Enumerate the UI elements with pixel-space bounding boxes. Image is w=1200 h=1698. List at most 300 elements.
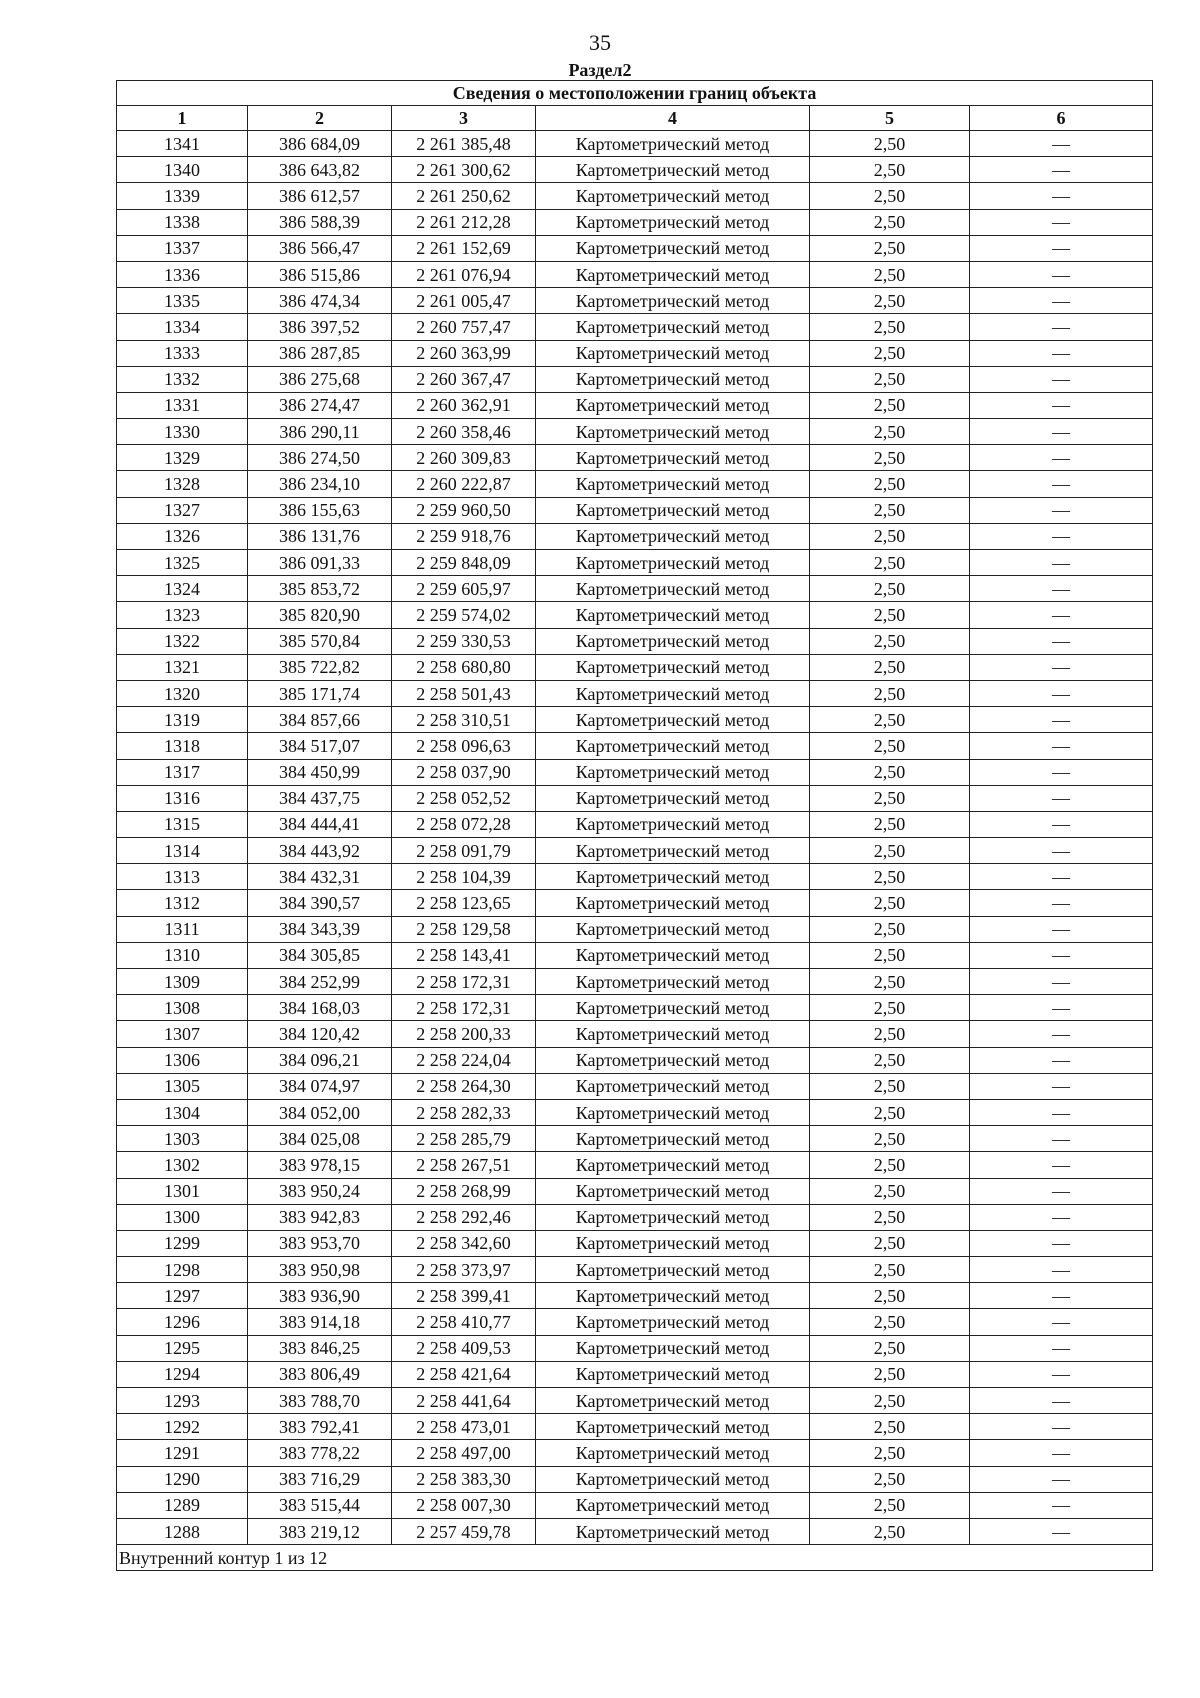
table-row — [117, 811, 1153, 837]
point-number-cell: 1315 — [117, 811, 248, 837]
accuracy-cell: 2,50 — [810, 157, 970, 183]
y-coordinate-cell: 2 258 200,33 — [392, 1021, 536, 1047]
accuracy-cell: 2,50 — [810, 1388, 970, 1414]
table-row — [117, 1126, 1153, 1152]
accuracy-cell: 2,50 — [810, 576, 970, 602]
note-cell: — — [970, 1361, 1153, 1387]
table-footer-row — [117, 1545, 1153, 1571]
note-cell: — — [970, 288, 1153, 314]
table-row — [117, 1309, 1153, 1335]
table-row — [117, 1388, 1153, 1414]
table-row — [117, 864, 1153, 890]
point-number-cell: 1341 — [117, 131, 248, 157]
point-number-cell: 1306 — [117, 1047, 248, 1073]
note-cell: — — [970, 628, 1153, 654]
note-cell: — — [970, 523, 1153, 549]
table-row — [117, 1047, 1153, 1073]
x-coordinate-cell: 383 978,15 — [248, 1152, 392, 1178]
method-cell: Картометрический метод — [536, 445, 810, 471]
note-cell: — — [970, 707, 1153, 733]
method-cell: Картометрический метод — [536, 340, 810, 366]
y-coordinate-cell: 2 258 342,60 — [392, 1230, 536, 1256]
method-cell: Картометрический метод — [536, 1152, 810, 1178]
table-row — [117, 916, 1153, 942]
method-cell: Картометрический метод — [536, 942, 810, 968]
table-row — [117, 497, 1153, 523]
y-coordinate-cell: 2 261 385,48 — [392, 131, 536, 157]
method-cell: Картометрический метод — [536, 1335, 810, 1361]
accuracy-cell: 2,50 — [810, 1518, 970, 1544]
table-row — [117, 654, 1153, 680]
x-coordinate-cell: 386 131,76 — [248, 523, 392, 549]
point-number-cell: 1337 — [117, 235, 248, 261]
method-cell: Картометрический метод — [536, 995, 810, 1021]
note-cell: — — [970, 680, 1153, 706]
y-coordinate-cell: 2 260 222,87 — [392, 471, 536, 497]
x-coordinate-cell: 384 432,31 — [248, 864, 392, 890]
note-cell: — — [970, 471, 1153, 497]
note-cell: — — [970, 392, 1153, 418]
note-cell: — — [970, 864, 1153, 890]
method-cell: Картометрический метод — [536, 1492, 810, 1518]
method-cell: Картометрический метод — [536, 1388, 810, 1414]
x-coordinate-cell: 383 950,24 — [248, 1178, 392, 1204]
x-coordinate-cell: 383 792,41 — [248, 1414, 392, 1440]
accuracy-cell: 2,50 — [810, 628, 970, 654]
method-cell: Картометрический метод — [536, 1126, 810, 1152]
method-cell: Картометрический метод — [536, 576, 810, 602]
point-number-cell: 1296 — [117, 1309, 248, 1335]
method-cell: Картометрический метод — [536, 969, 810, 995]
method-cell: Картометрический метод — [536, 1047, 810, 1073]
point-number-cell: 1288 — [117, 1518, 248, 1544]
accuracy-cell: 2,50 — [810, 288, 970, 314]
accuracy-cell: 2,50 — [810, 654, 970, 680]
accuracy-cell: 2,50 — [810, 131, 970, 157]
method-cell: Картометрический метод — [536, 1230, 810, 1256]
y-coordinate-cell: 2 258 409,53 — [392, 1335, 536, 1361]
x-coordinate-cell: 383 914,18 — [248, 1309, 392, 1335]
x-coordinate-cell: 384 074,97 — [248, 1073, 392, 1099]
accuracy-cell: 2,50 — [810, 1414, 970, 1440]
accuracy-cell: 2,50 — [810, 392, 970, 418]
y-coordinate-cell: 2 257 459,78 — [392, 1518, 536, 1544]
table-row — [117, 733, 1153, 759]
point-number-cell: 1312 — [117, 890, 248, 916]
note-cell: — — [970, 1283, 1153, 1309]
x-coordinate-cell: 386 515,86 — [248, 261, 392, 287]
accuracy-cell: 2,50 — [810, 838, 970, 864]
x-coordinate-cell: 386 566,47 — [248, 235, 392, 261]
y-coordinate-cell: 2 258 037,90 — [392, 759, 536, 785]
table-row — [117, 759, 1153, 785]
note-cell: — — [970, 497, 1153, 523]
accuracy-cell: 2,50 — [810, 1257, 970, 1283]
y-coordinate-cell: 2 258 268,99 — [392, 1178, 536, 1204]
point-number-cell: 1331 — [117, 392, 248, 418]
table-row — [117, 1283, 1153, 1309]
method-cell: Картометрический метод — [536, 1414, 810, 1440]
note-cell: — — [970, 1440, 1153, 1466]
column-number: 2 — [248, 106, 392, 131]
table-row — [117, 1361, 1153, 1387]
x-coordinate-cell: 384 343,39 — [248, 916, 392, 942]
note-cell: — — [970, 1099, 1153, 1125]
point-number-cell: 1326 — [117, 523, 248, 549]
y-coordinate-cell: 2 258 373,97 — [392, 1257, 536, 1283]
y-coordinate-cell: 2 258 172,31 — [392, 995, 536, 1021]
method-cell: Картометрический метод — [536, 916, 810, 942]
point-number-cell: 1304 — [117, 1099, 248, 1125]
method-cell: Картометрический метод — [536, 1099, 810, 1125]
x-coordinate-cell: 384 025,08 — [248, 1126, 392, 1152]
x-coordinate-cell: 384 168,03 — [248, 995, 392, 1021]
point-number-cell: 1305 — [117, 1073, 248, 1099]
point-number-cell: 1319 — [117, 707, 248, 733]
point-number-cell: 1339 — [117, 183, 248, 209]
table-row — [117, 366, 1153, 392]
note-cell: — — [970, 550, 1153, 576]
accuracy-cell: 2,50 — [810, 1152, 970, 1178]
point-number-cell: 1336 — [117, 261, 248, 287]
y-coordinate-cell: 2 258 123,65 — [392, 890, 536, 916]
x-coordinate-cell: 384 052,00 — [248, 1099, 392, 1125]
x-coordinate-cell: 384 120,42 — [248, 1021, 392, 1047]
y-coordinate-cell: 2 258 680,80 — [392, 654, 536, 680]
point-number-cell: 1327 — [117, 497, 248, 523]
point-number-cell: 1329 — [117, 445, 248, 471]
x-coordinate-cell: 384 444,41 — [248, 811, 392, 837]
accuracy-cell: 2,50 — [810, 811, 970, 837]
boundary-table — [116, 80, 1153, 1571]
table-row — [117, 340, 1153, 366]
accuracy-cell: 2,50 — [810, 864, 970, 890]
y-coordinate-cell: 2 258 421,64 — [392, 1361, 536, 1387]
note-cell: — — [970, 1518, 1153, 1544]
point-number-cell: 1295 — [117, 1335, 248, 1361]
x-coordinate-cell: 383 788,70 — [248, 1388, 392, 1414]
table-row — [117, 471, 1153, 497]
table-row — [117, 1518, 1153, 1544]
accuracy-cell: 2,50 — [810, 471, 970, 497]
note-cell: — — [970, 340, 1153, 366]
note-cell: — — [970, 1492, 1153, 1518]
point-number-cell: 1299 — [117, 1230, 248, 1256]
accuracy-cell: 2,50 — [810, 497, 970, 523]
point-number-cell: 1292 — [117, 1414, 248, 1440]
note-cell: — — [970, 1178, 1153, 1204]
method-cell: Картометрический метод — [536, 550, 810, 576]
y-coordinate-cell: 2 258 383,30 — [392, 1466, 536, 1492]
note-cell: — — [970, 1388, 1153, 1414]
note-cell: — — [970, 602, 1153, 628]
method-cell: Картометрический метод — [536, 419, 810, 445]
x-coordinate-cell: 386 588,39 — [248, 209, 392, 235]
table-row — [117, 288, 1153, 314]
table-row — [117, 1099, 1153, 1125]
method-cell: Картометрический метод — [536, 602, 810, 628]
table-row — [117, 785, 1153, 811]
method-cell: Картометрический метод — [536, 523, 810, 549]
point-number-cell: 1297 — [117, 1283, 248, 1309]
note-cell: — — [970, 1204, 1153, 1230]
method-cell: Картометрический метод — [536, 785, 810, 811]
y-coordinate-cell: 2 258 292,46 — [392, 1204, 536, 1230]
method-cell: Картометрический метод — [536, 1361, 810, 1387]
table-row — [117, 1257, 1153, 1283]
x-coordinate-cell: 386 234,10 — [248, 471, 392, 497]
x-coordinate-cell: 386 612,57 — [248, 183, 392, 209]
table-row — [117, 1335, 1153, 1361]
x-coordinate-cell: 386 290,11 — [248, 419, 392, 445]
y-coordinate-cell: 2 259 574,02 — [392, 602, 536, 628]
accuracy-cell: 2,50 — [810, 366, 970, 392]
method-cell: Картометрический метод — [536, 392, 810, 418]
x-coordinate-cell: 384 450,99 — [248, 759, 392, 785]
y-coordinate-cell: 2 258 072,28 — [392, 811, 536, 837]
point-number-cell: 1334 — [117, 314, 248, 340]
accuracy-cell: 2,50 — [810, 1047, 970, 1073]
table-row — [117, 995, 1153, 1021]
y-coordinate-cell: 2 260 309,83 — [392, 445, 536, 471]
x-coordinate-cell: 384 443,92 — [248, 838, 392, 864]
x-coordinate-cell: 383 950,98 — [248, 1257, 392, 1283]
accuracy-cell: 2,50 — [810, 1440, 970, 1466]
accuracy-cell: 2,50 — [810, 1361, 970, 1387]
table-row — [117, 157, 1153, 183]
table-row — [117, 969, 1153, 995]
note-cell: — — [970, 1047, 1153, 1073]
x-coordinate-cell: 385 853,72 — [248, 576, 392, 602]
table-row — [117, 1073, 1153, 1099]
accuracy-cell: 2,50 — [810, 340, 970, 366]
point-number-cell: 1309 — [117, 969, 248, 995]
note-cell: — — [970, 1309, 1153, 1335]
method-cell: Картометрический метод — [536, 1466, 810, 1492]
method-cell: Картометрический метод — [536, 314, 810, 340]
point-number-cell: 1308 — [117, 995, 248, 1021]
method-cell: Картометрический метод — [536, 497, 810, 523]
accuracy-cell: 2,50 — [810, 419, 970, 445]
y-coordinate-cell: 2 259 960,50 — [392, 497, 536, 523]
accuracy-cell: 2,50 — [810, 680, 970, 706]
accuracy-cell: 2,50 — [810, 550, 970, 576]
column-number: 3 — [392, 106, 536, 131]
y-coordinate-cell: 2 261 212,28 — [392, 209, 536, 235]
method-cell: Картометрический метод — [536, 183, 810, 209]
table-row — [117, 235, 1153, 261]
method-cell: Картометрический метод — [536, 1518, 810, 1544]
x-coordinate-cell: 384 390,57 — [248, 890, 392, 916]
table-row — [117, 314, 1153, 340]
method-cell: Картометрический метод — [536, 1440, 810, 1466]
y-coordinate-cell: 2 258 224,04 — [392, 1047, 536, 1073]
x-coordinate-cell: 384 096,21 — [248, 1047, 392, 1073]
y-coordinate-cell: 2 260 757,47 — [392, 314, 536, 340]
method-cell: Картометрический метод — [536, 628, 810, 654]
point-number-cell: 1318 — [117, 733, 248, 759]
point-number-cell: 1313 — [117, 864, 248, 890]
column-number: 1 — [117, 106, 248, 131]
x-coordinate-cell: 386 643,82 — [248, 157, 392, 183]
contour-note: Внутренний контур 1 из 12 — [117, 1545, 1153, 1571]
y-coordinate-cell: 2 258 172,31 — [392, 969, 536, 995]
point-number-cell: 1310 — [117, 942, 248, 968]
y-coordinate-cell: 2 258 310,51 — [392, 707, 536, 733]
y-coordinate-cell: 2 261 005,47 — [392, 288, 536, 314]
table-row — [117, 523, 1153, 549]
method-cell: Картометрический метод — [536, 1073, 810, 1099]
note-cell: — — [970, 366, 1153, 392]
accuracy-cell: 2,50 — [810, 1204, 970, 1230]
y-coordinate-cell: 2 258 497,00 — [392, 1440, 536, 1466]
note-cell: — — [970, 183, 1153, 209]
note-cell: — — [970, 235, 1153, 261]
point-number-cell: 1330 — [117, 419, 248, 445]
method-cell: Картометрический метод — [536, 131, 810, 157]
table-caption-row — [117, 81, 1153, 106]
accuracy-cell: 2,50 — [810, 1073, 970, 1099]
point-number-cell: 1324 — [117, 576, 248, 602]
method-cell: Картометрический метод — [536, 1178, 810, 1204]
x-coordinate-cell: 385 171,74 — [248, 680, 392, 706]
point-number-cell: 1322 — [117, 628, 248, 654]
method-cell: Картометрический метод — [536, 288, 810, 314]
method-cell: Картометрический метод — [536, 759, 810, 785]
accuracy-cell: 2,50 — [810, 785, 970, 811]
x-coordinate-cell: 386 474,34 — [248, 288, 392, 314]
point-number-cell: 1298 — [117, 1257, 248, 1283]
method-cell: Картометрический метод — [536, 366, 810, 392]
accuracy-cell: 2,50 — [810, 1099, 970, 1125]
method-cell: Картометрический метод — [536, 864, 810, 890]
method-cell: Картометрический метод — [536, 261, 810, 287]
x-coordinate-cell: 383 515,44 — [248, 1492, 392, 1518]
note-cell: — — [970, 157, 1153, 183]
note-cell: — — [970, 811, 1153, 837]
table-row — [117, 1492, 1153, 1518]
point-number-cell: 1338 — [117, 209, 248, 235]
y-coordinate-cell: 2 258 007,30 — [392, 1492, 536, 1518]
x-coordinate-cell: 386 155,63 — [248, 497, 392, 523]
y-coordinate-cell: 2 258 264,30 — [392, 1073, 536, 1099]
note-cell: — — [970, 759, 1153, 785]
accuracy-cell: 2,50 — [810, 209, 970, 235]
method-cell: Картометрический метод — [536, 1283, 810, 1309]
method-cell: Картометрический метод — [536, 838, 810, 864]
y-coordinate-cell: 2 258 410,77 — [392, 1309, 536, 1335]
point-number-cell: 1340 — [117, 157, 248, 183]
accuracy-cell: 2,50 — [810, 1492, 970, 1518]
table-row — [117, 131, 1153, 157]
x-coordinate-cell: 384 252,99 — [248, 969, 392, 995]
y-coordinate-cell: 2 260 362,91 — [392, 392, 536, 418]
x-coordinate-cell: 386 274,50 — [248, 445, 392, 471]
accuracy-cell: 2,50 — [810, 1283, 970, 1309]
method-cell: Картометрический метод — [536, 890, 810, 916]
y-coordinate-cell: 2 261 300,62 — [392, 157, 536, 183]
accuracy-cell: 2,50 — [810, 314, 970, 340]
y-coordinate-cell: 2 261 076,94 — [392, 261, 536, 287]
note-cell: — — [970, 1230, 1153, 1256]
table-row — [117, 1152, 1153, 1178]
point-number-cell: 1328 — [117, 471, 248, 497]
table-row — [117, 392, 1153, 418]
accuracy-cell: 2,50 — [810, 1335, 970, 1361]
table-caption: Сведения о местоположении границ объекта — [117, 81, 1153, 106]
x-coordinate-cell: 384 305,85 — [248, 942, 392, 968]
x-coordinate-cell: 384 857,66 — [248, 707, 392, 733]
table-row — [117, 628, 1153, 654]
table-row — [117, 1204, 1153, 1230]
point-number-cell: 1325 — [117, 550, 248, 576]
point-number-cell: 1301 — [117, 1178, 248, 1204]
method-cell: Картометрический метод — [536, 471, 810, 497]
accuracy-cell: 2,50 — [810, 1126, 970, 1152]
accuracy-cell: 2,50 — [810, 916, 970, 942]
table-row — [117, 1440, 1153, 1466]
y-coordinate-cell: 2 258 282,33 — [392, 1099, 536, 1125]
y-coordinate-cell: 2 260 363,99 — [392, 340, 536, 366]
y-coordinate-cell: 2 260 367,47 — [392, 366, 536, 392]
method-cell: Картометрический метод — [536, 811, 810, 837]
point-number-cell: 1293 — [117, 1388, 248, 1414]
note-cell: — — [970, 1414, 1153, 1440]
y-coordinate-cell: 2 259 330,53 — [392, 628, 536, 654]
table-row — [117, 1021, 1153, 1047]
y-coordinate-cell: 2 261 152,69 — [392, 235, 536, 261]
note-cell: — — [970, 261, 1153, 287]
table-row — [117, 707, 1153, 733]
accuracy-cell: 2,50 — [810, 733, 970, 759]
section-title: Раздел2 — [568, 60, 632, 80]
point-number-cell: 1317 — [117, 759, 248, 785]
accuracy-cell: 2,50 — [810, 969, 970, 995]
accuracy-cell: 2,50 — [810, 183, 970, 209]
note-cell: — — [970, 419, 1153, 445]
point-number-cell: 1335 — [117, 288, 248, 314]
point-number-cell: 1291 — [117, 1440, 248, 1466]
method-cell: Картометрический метод — [536, 235, 810, 261]
column-number: 4 — [536, 106, 810, 131]
point-number-cell: 1320 — [117, 680, 248, 706]
y-coordinate-cell: 2 260 358,46 — [392, 419, 536, 445]
note-cell: — — [970, 1126, 1153, 1152]
column-number: 5 — [810, 106, 970, 131]
table-row — [117, 1230, 1153, 1256]
method-cell: Картометрический метод — [536, 1309, 810, 1335]
point-number-cell: 1303 — [117, 1126, 248, 1152]
note-cell: — — [970, 838, 1153, 864]
x-coordinate-cell: 383 942,83 — [248, 1204, 392, 1230]
y-coordinate-cell: 2 259 605,97 — [392, 576, 536, 602]
table-row — [117, 890, 1153, 916]
table-row — [117, 1178, 1153, 1204]
table-row — [117, 680, 1153, 706]
table-row — [117, 419, 1153, 445]
note-cell: — — [970, 942, 1153, 968]
column-number-row — [117, 106, 1153, 131]
accuracy-cell: 2,50 — [810, 602, 970, 628]
accuracy-cell: 2,50 — [810, 995, 970, 1021]
accuracy-cell: 2,50 — [810, 890, 970, 916]
y-coordinate-cell: 2 258 501,43 — [392, 680, 536, 706]
table-row — [117, 209, 1153, 235]
y-coordinate-cell: 2 261 250,62 — [392, 183, 536, 209]
page-number: 35 — [589, 30, 611, 55]
y-coordinate-cell: 2 258 473,01 — [392, 1414, 536, 1440]
note-cell: — — [970, 1073, 1153, 1099]
